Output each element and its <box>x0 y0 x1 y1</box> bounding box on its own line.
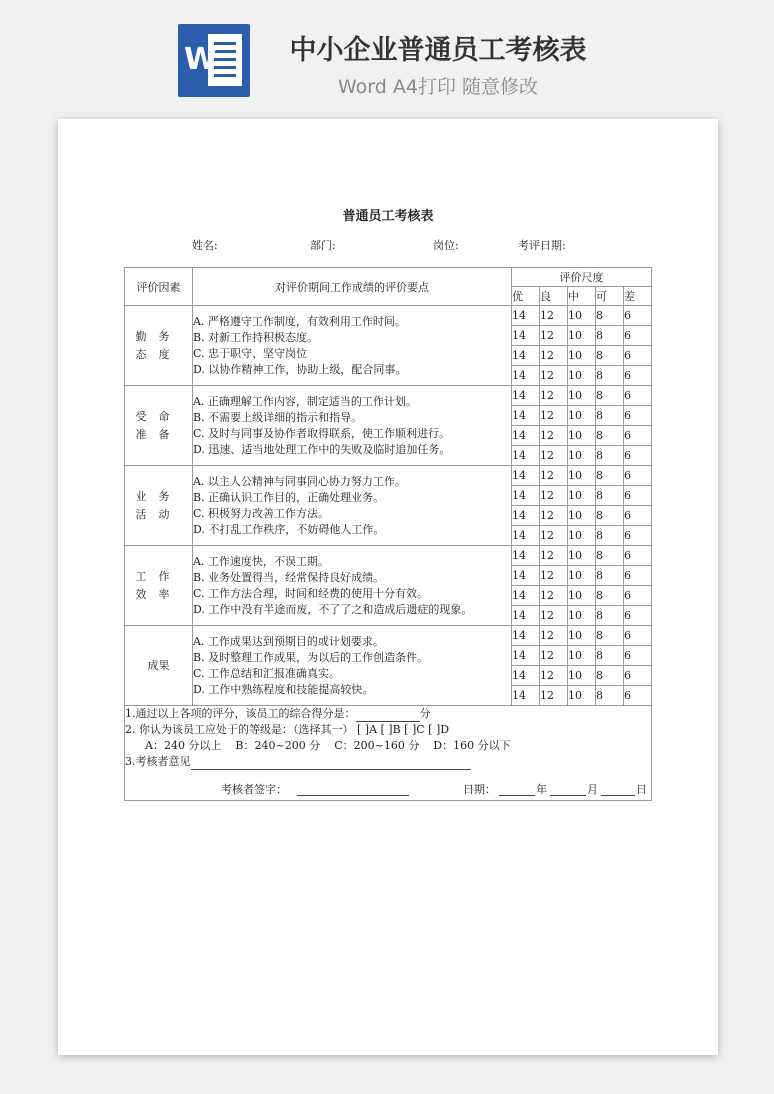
score-cell[interactable]: 6 <box>624 586 652 606</box>
table-row <box>125 466 652 486</box>
banner <box>0 0 774 118</box>
score-cell[interactable]: 10 <box>568 646 596 666</box>
criteria-cell <box>193 626 512 706</box>
criteria-cell <box>193 386 512 466</box>
score-cell[interactable]: 12 <box>540 346 568 366</box>
table-row <box>125 546 652 566</box>
summary-opinion-line <box>125 754 651 770</box>
score-cell[interactable]: 8 <box>596 686 624 706</box>
word-icon <box>178 24 250 97</box>
score-cell[interactable]: 10 <box>568 526 596 546</box>
score-cell[interactable]: 6 <box>624 366 652 386</box>
criteria-item: C. 工作方法合理，时间和经费的使用十分有效。 <box>193 586 429 600</box>
table-row <box>125 306 652 326</box>
score-cell[interactable]: 8 <box>596 426 624 446</box>
criteria-item: B. 不需要上级详细的指示和指导。 <box>193 410 363 424</box>
score-cell[interactable]: 14 <box>512 666 540 686</box>
table-row <box>125 386 652 406</box>
score-cell[interactable]: 8 <box>596 406 624 426</box>
score-cell[interactable]: 10 <box>568 626 596 646</box>
header-factor: 评价因素 <box>125 268 193 306</box>
name-label: 姓名: <box>192 239 218 252</box>
score-cell[interactable]: 8 <box>596 586 624 606</box>
criteria-cell <box>193 546 512 626</box>
score-cell[interactable]: 12 <box>540 586 568 606</box>
score-cell[interactable]: 8 <box>596 486 624 506</box>
score-cell[interactable]: 12 <box>540 606 568 626</box>
banner-title: 中小企业普通员工考核表 <box>289 35 587 66</box>
factor-cell <box>125 466 193 546</box>
criteria-item: B. 正确认识工作目的，正确处理业务。 <box>193 490 385 504</box>
score-cell[interactable]: 10 <box>568 326 596 346</box>
score-cell[interactable]: 6 <box>624 606 652 626</box>
factor-cell <box>125 386 193 466</box>
score-cell[interactable]: 14 <box>512 526 540 546</box>
score-cell[interactable]: 8 <box>596 566 624 586</box>
score-cell[interactable]: 12 <box>540 686 568 706</box>
score-cell[interactable]: 10 <box>568 486 596 506</box>
table-row <box>125 626 652 646</box>
criteria-item: A. 以主人公精神与同事同心协力努力工作。 <box>193 474 406 488</box>
score-cell[interactable]: 6 <box>624 686 652 706</box>
score-cell[interactable]: 12 <box>540 426 568 446</box>
score-cell[interactable]: 14 <box>512 646 540 666</box>
score-cell[interactable]: 8 <box>596 546 624 566</box>
score-cell[interactable]: 14 <box>512 426 540 446</box>
sign-date-label: 日期： <box>463 783 496 796</box>
dept-label: 部门: <box>310 239 336 252</box>
grade-header: 中 <box>568 287 596 306</box>
score-cell[interactable]: 8 <box>596 386 624 406</box>
criteria-item: A. 工作成果达到预期目的或计划要求。 <box>193 634 384 648</box>
score-cell[interactable]: 10 <box>568 366 596 386</box>
score-cell[interactable]: 6 <box>624 386 652 406</box>
score-cell[interactable]: 10 <box>568 546 596 566</box>
criteria-item: D. 工作中没有半途而废，不了了之和造成后遗症的现象。 <box>193 602 473 616</box>
criteria-item: D. 迅速、适当地处理工作中的失败及临时追加任务。 <box>193 442 451 456</box>
score-cell[interactable]: 6 <box>624 306 652 326</box>
score-cell[interactable]: 6 <box>624 666 652 686</box>
factor-label: 工作 <box>135 569 182 583</box>
score-cell[interactable]: 8 <box>596 346 624 366</box>
score-cell[interactable]: 6 <box>624 646 652 666</box>
score-cell[interactable]: 6 <box>624 466 652 486</box>
opinion-label: 3.考核者意见 <box>125 755 191 768</box>
factor-cell <box>125 626 193 706</box>
score-cell[interactable]: 12 <box>540 566 568 586</box>
signer-blank[interactable] <box>297 782 409 796</box>
criteria-item: A. 工作速度快，不误工期。 <box>193 554 329 568</box>
score-cell[interactable]: 12 <box>540 646 568 666</box>
header-points: 对评价期间工作成绩的评价要点 <box>193 268 512 306</box>
score-cell[interactable]: 10 <box>568 446 596 466</box>
score-cell[interactable]: 6 <box>624 486 652 506</box>
score-cell[interactable]: 14 <box>512 446 540 466</box>
score-cell[interactable]: 8 <box>596 606 624 626</box>
score-cell[interactable]: 6 <box>624 326 652 346</box>
factor-label: 态度 <box>135 347 182 361</box>
score-cell[interactable]: 6 <box>624 506 652 526</box>
score-cell[interactable]: 10 <box>568 606 596 626</box>
signer-label: 考核者签字： <box>221 783 287 796</box>
score-cell[interactable]: 8 <box>596 626 624 646</box>
score-cell[interactable]: 10 <box>568 346 596 366</box>
factor-label: 活动 <box>135 507 182 521</box>
level-options: A：240 分以上 B：240~200 分 C：200~160 分 D：160 分以下 <box>145 739 511 752</box>
score-cell[interactable]: 14 <box>512 486 540 506</box>
score-cell[interactable]: 12 <box>540 506 568 526</box>
score-cell[interactable]: 6 <box>624 346 652 366</box>
factor-label: 准备 <box>135 427 182 441</box>
score-cell[interactable]: 6 <box>624 446 652 466</box>
date-label: 考评日期: <box>518 239 566 252</box>
score-cell[interactable]: 8 <box>596 306 624 326</box>
criteria-item: A. 严格遵守工作制度，有效利用工作时间。 <box>193 314 406 328</box>
summary-score-text: 1.通过以上各项的评分，该员工的综合得分是： <box>125 707 356 720</box>
criteria-item: D. 不打乱工作秩序，不妨碍他人工作。 <box>193 522 385 536</box>
criteria-item: C. 及时与同事及协作者取得联系，使工作顺利进行。 <box>193 426 451 440</box>
score-unit: 分 <box>419 707 431 720</box>
grade-header: 可 <box>596 287 624 306</box>
score-cell[interactable]: 12 <box>540 366 568 386</box>
score-cell[interactable]: 6 <box>624 406 652 426</box>
day-blank[interactable] <box>601 782 635 796</box>
score-cell[interactable]: 14 <box>512 686 540 706</box>
score-cell[interactable]: 14 <box>512 506 540 526</box>
score-cell[interactable]: 6 <box>624 546 652 566</box>
factor-label: 成果 <box>147 658 170 672</box>
criteria-item: C. 忠于职守、坚守岗位 <box>193 346 308 360</box>
score-cell[interactable]: 10 <box>568 426 596 446</box>
sign-row <box>125 782 651 800</box>
criteria-cell <box>193 306 512 386</box>
year-blank[interactable] <box>499 782 535 796</box>
score-cell[interactable]: 14 <box>512 366 540 386</box>
score-cell[interactable]: 10 <box>568 666 596 686</box>
score-cell[interactable]: 6 <box>624 566 652 586</box>
score-cell[interactable]: 12 <box>540 326 568 346</box>
score-cell[interactable]: 14 <box>512 566 540 586</box>
score-cell[interactable]: 12 <box>540 466 568 486</box>
score-cell[interactable]: 10 <box>568 506 596 526</box>
score-cell[interactable]: 12 <box>540 486 568 506</box>
score-cell[interactable]: 14 <box>512 606 540 626</box>
score-cell[interactable]: 10 <box>568 566 596 586</box>
score-cell[interactable]: 12 <box>540 526 568 546</box>
word-letter: W <box>184 42 218 77</box>
grade-header: 差 <box>624 287 652 306</box>
score-cell[interactable]: 6 <box>624 626 652 646</box>
score-cell[interactable]: 14 <box>512 466 540 486</box>
opinion-blank[interactable] <box>191 757 471 770</box>
factor-label: 业务 <box>135 489 182 503</box>
score-cell[interactable]: 10 <box>568 586 596 606</box>
evaluation-table <box>124 267 652 801</box>
score-cell[interactable]: 8 <box>596 506 624 526</box>
day-label: 日 <box>636 783 647 796</box>
factor-label: 受命 <box>135 409 182 423</box>
score-cell[interactable]: 12 <box>540 386 568 406</box>
factor-cell <box>125 306 193 386</box>
summary-level-line: 2. 你认为该员工应处于的等级是：（选择其一） [ ]A [ ]B [ ]C [ ]D <box>125 723 450 736</box>
criteria-cell <box>193 466 512 546</box>
month-blank[interactable] <box>550 782 586 796</box>
score-cell[interactable]: 8 <box>596 526 624 546</box>
post-label: 岗位: <box>433 239 459 252</box>
score-cell[interactable]: 8 <box>596 366 624 386</box>
criteria-item: B. 业务处置得当，经常保持良好成绩。 <box>193 570 385 584</box>
score-cell[interactable]: 14 <box>512 346 540 366</box>
score-cell[interactable]: 12 <box>540 406 568 426</box>
score-cell[interactable]: 12 <box>540 306 568 326</box>
score-cell[interactable]: 12 <box>540 546 568 566</box>
score-blank[interactable] <box>356 709 420 722</box>
criteria-item: C. 积极努力改善工作方法。 <box>193 506 330 520</box>
banner-subtitle: Word A4打印 随意修改 <box>337 76 538 98</box>
score-cell[interactable]: 8 <box>596 666 624 686</box>
grade-header: 良 <box>540 287 568 306</box>
score-cell[interactable]: 6 <box>624 526 652 546</box>
criteria-item: D. 工作中熟练程度和技能提高较快。 <box>193 682 374 696</box>
score-cell[interactable]: 10 <box>568 466 596 486</box>
factor-label: 勤务 <box>135 329 182 343</box>
score-cell[interactable]: 12 <box>540 666 568 686</box>
header-scale: 评价尺度 <box>512 268 652 287</box>
document-title: 普通员工考核表 <box>342 209 434 224</box>
score-cell[interactable]: 8 <box>596 446 624 466</box>
score-cell[interactable]: 8 <box>596 646 624 666</box>
criteria-item: A. 正确理解工作内容，制定适当的工作计划。 <box>193 394 417 408</box>
factor-cell <box>125 546 193 626</box>
score-cell[interactable]: 10 <box>568 686 596 706</box>
score-cell[interactable]: 10 <box>568 406 596 426</box>
criteria-item: B. 对新工作持积极态度。 <box>193 330 319 344</box>
score-cell[interactable]: 14 <box>512 586 540 606</box>
grade-header: 优 <box>512 287 540 306</box>
score-cell[interactable]: 10 <box>568 386 596 406</box>
factor-label: 效率 <box>135 587 182 601</box>
score-cell[interactable]: 14 <box>512 546 540 566</box>
score-cell[interactable]: 8 <box>596 326 624 346</box>
score-cell[interactable]: 12 <box>540 446 568 466</box>
score-cell[interactable]: 14 <box>512 306 540 326</box>
score-cell[interactable]: 6 <box>624 426 652 446</box>
document-page <box>58 119 718 1055</box>
summary-cell <box>125 706 652 801</box>
score-cell[interactable]: 14 <box>512 326 540 346</box>
score-cell[interactable]: 8 <box>596 466 624 486</box>
summary-score-line <box>125 706 651 722</box>
year-label: 年 <box>536 783 547 796</box>
score-cell[interactable]: 14 <box>512 386 540 406</box>
month-label: 月 <box>587 783 598 796</box>
score-cell[interactable]: 10 <box>568 306 596 326</box>
score-cell[interactable]: 14 <box>512 626 540 646</box>
criteria-item: B. 及时整理工作成果，为以后的工作创造条件。 <box>193 650 429 664</box>
criteria-item: C. 工作总结和汇报准确真实。 <box>193 666 341 680</box>
score-cell[interactable]: 14 <box>512 406 540 426</box>
criteria-item: D. 以协作精神工作，协助上级，配合同事。 <box>193 362 407 376</box>
score-cell[interactable]: 12 <box>540 626 568 646</box>
